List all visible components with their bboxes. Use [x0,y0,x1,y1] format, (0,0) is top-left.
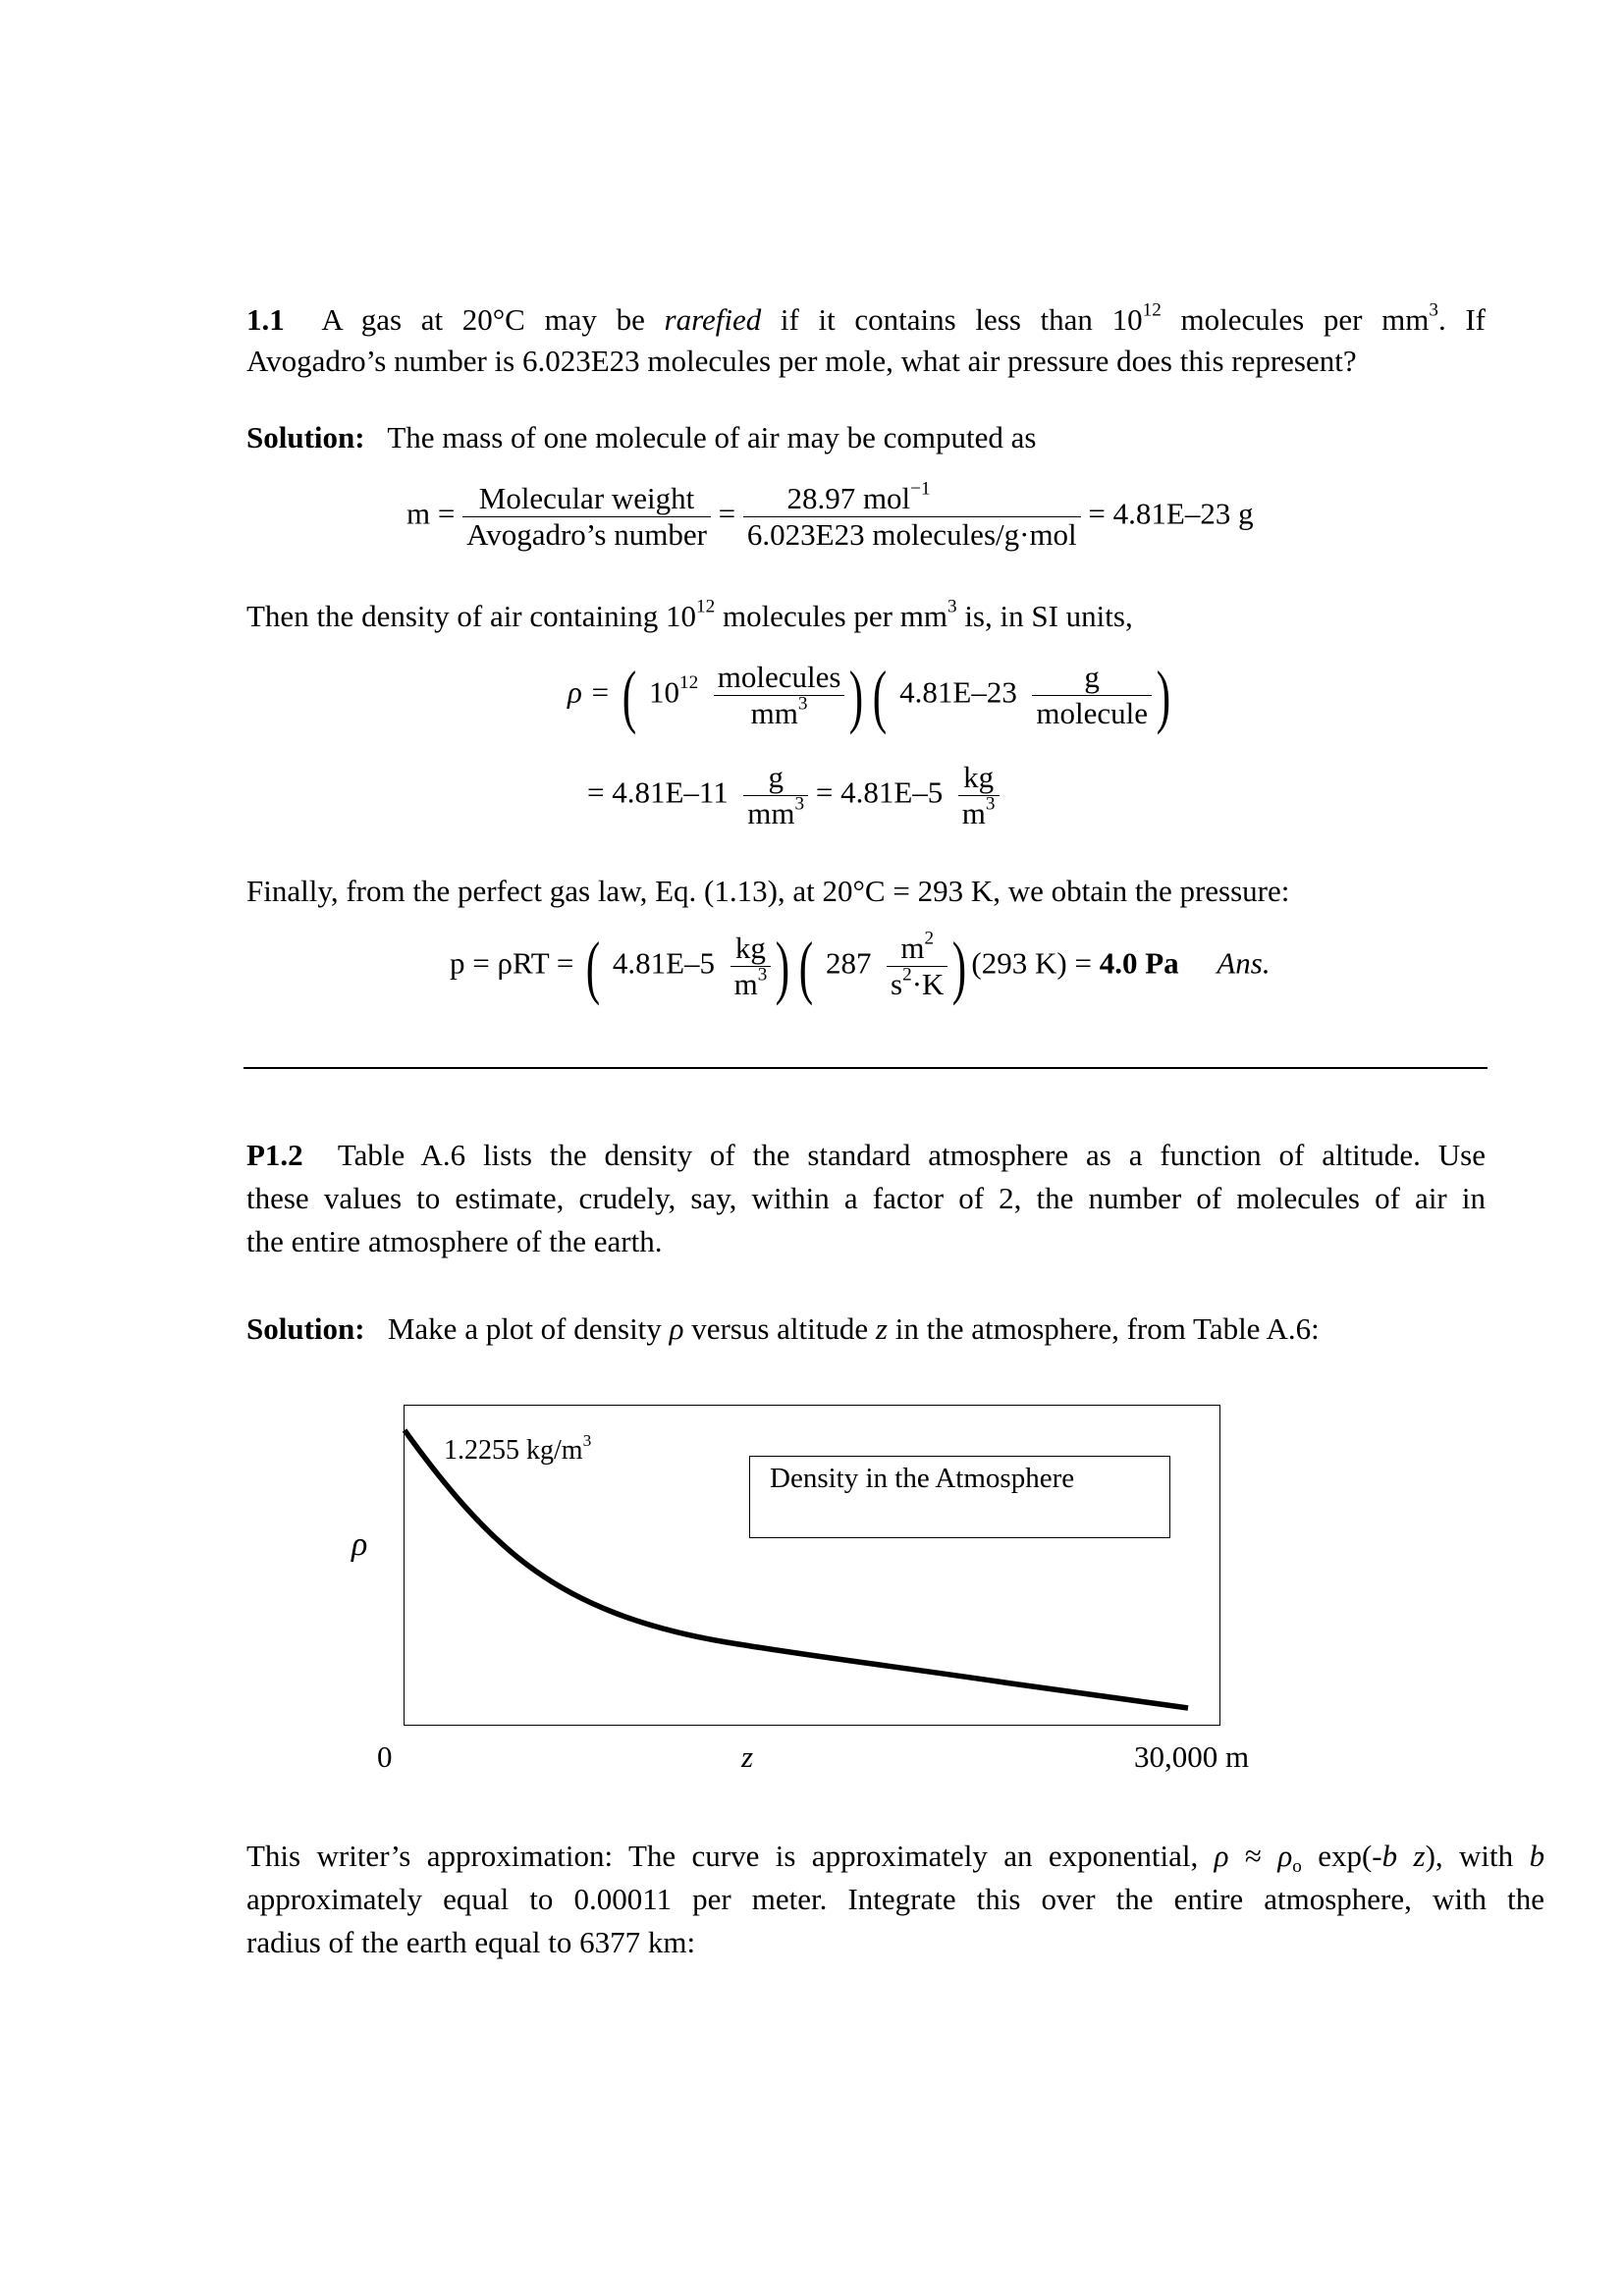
problem-number: 1.1 [246,302,285,337]
density-intro: Then the density of air containing $10^{12}$ molecules per $mm^3$ is, in SI units, [246,596,1133,633]
answer-label: Ans. [1217,945,1271,981]
fraction: $\frac{kg}{m^3}$ [958,760,1000,831]
problem-1-2-statement-line1: P1.2 Table A.6 lists the density of the standard atmosphere as a function of altitude. Use [246,1138,1486,1172]
pressure-intro: Finally, from the perfect gas law, Eq. (1.13), at 20°C = 293 K, we obtain the pressure: [246,874,1290,908]
problem-1-2-statement-line2: these values to estimate, crudely, say, within a factor of 2, the number of molecules of air in [246,1181,1486,1215]
curve-annotation: 1.2255 $kg/m^3$ [444,1430,592,1466]
chart-title-box [749,1456,1170,1538]
approximation-line2: approximately equal to 0.00011 per meter. Integrate this over the entire atmosphere, with the [246,1882,1544,1916]
problem-1-2-statement-line3: the entire atmosphere of the earth. [246,1224,663,1258]
fraction: $\frac{\text{Molecular weight}}{\text{Avogadro’s number}}$ [462,481,711,553]
x-axis-label: z [741,1739,754,1774]
problem-1-1-statement-line1: 1.1 A gas at 20°C may be rarefied if it contains less than $10^{12}$ molecules per $mm^3$. If [246,299,1487,337]
fraction: $\frac{g}{\text{molecule}}$ [1032,660,1152,731]
fraction: $\frac{m^2}{s^2\cdot K}$ [887,931,947,1002]
density-chart-frame [404,1405,1220,1726]
equation-pressure: p = ρRT = ( 4.81E–5 $\frac{kg}{m^3}$ ) ( 287 $\frac{m^2}{s^2\cdot K}$ ) (293 K) = 4.0 Pa Ans. [450,927,1271,1006]
solution-1-1-intro: Solution: The mass of one molecule of air may be computed as [246,420,1037,454]
section-divider [243,1067,1488,1069]
equation-density-line1: ρ = ( $10^{12}$ $\frac{\text{molecules}}{mm^3}$ ) ( 4.81E–23 $\frac{g}{\text{molecule}}$ ) [568,656,1171,735]
problem-number: P1.2 [246,1138,303,1172]
approximation-line1: This writer’s approximation: The curve is approximately an exponential, $\rho \approx \rho_o$ exp(-b z), with b [246,1839,1545,1877]
solution-1-2-intro: Solution: Make a plot of density ρ versus altitude z in the atmosphere, from Table A.6: [246,1311,1320,1346]
fraction: $\frac{28.97 mol^{-1}}{\text{6.023E23 molecules/g·mol}}$ [743,481,1081,553]
y-axis-label: ρ [352,1526,368,1563]
fraction: $\frac{\text{molecules}}{mm^3}$ [714,660,845,731]
equation-mass: m = $\frac{\text{Molecular weight}}{\text{Avogadro’s number}}$ = $\frac{28.97 mol^{-1}}{\text{6.023E23 molecules/g·mol}}$ = 4.81E–23 g [406,478,1254,552]
problem-1-1-statement-line2: Avogadro’s number is 6.023E23 molecules per mole, what air pressure does this represent? [246,344,1357,378]
approximation-line3: radius of the earth equal to 6377 km: [246,1925,696,1959]
solution-label: Solution: [246,1311,365,1346]
x-tick-0: 0 [377,1739,393,1774]
chart-title: Density in the Atmosphere [770,1463,1075,1494]
equation-density-line2: = 4.81E–11 $\frac{g}{mm^3}$ = 4.81E–5 $\frac{kg}{m^3}$ [587,760,1000,831]
answer-value: 4.0 Pa [1099,945,1179,981]
fraction: $\frac{kg}{m^3}$ [730,931,772,1002]
fraction: $\frac{g}{mm^3}$ [743,760,808,831]
x-tick-30000: 30,000 m [1134,1739,1250,1774]
solution-label: Solution: [246,420,365,454]
